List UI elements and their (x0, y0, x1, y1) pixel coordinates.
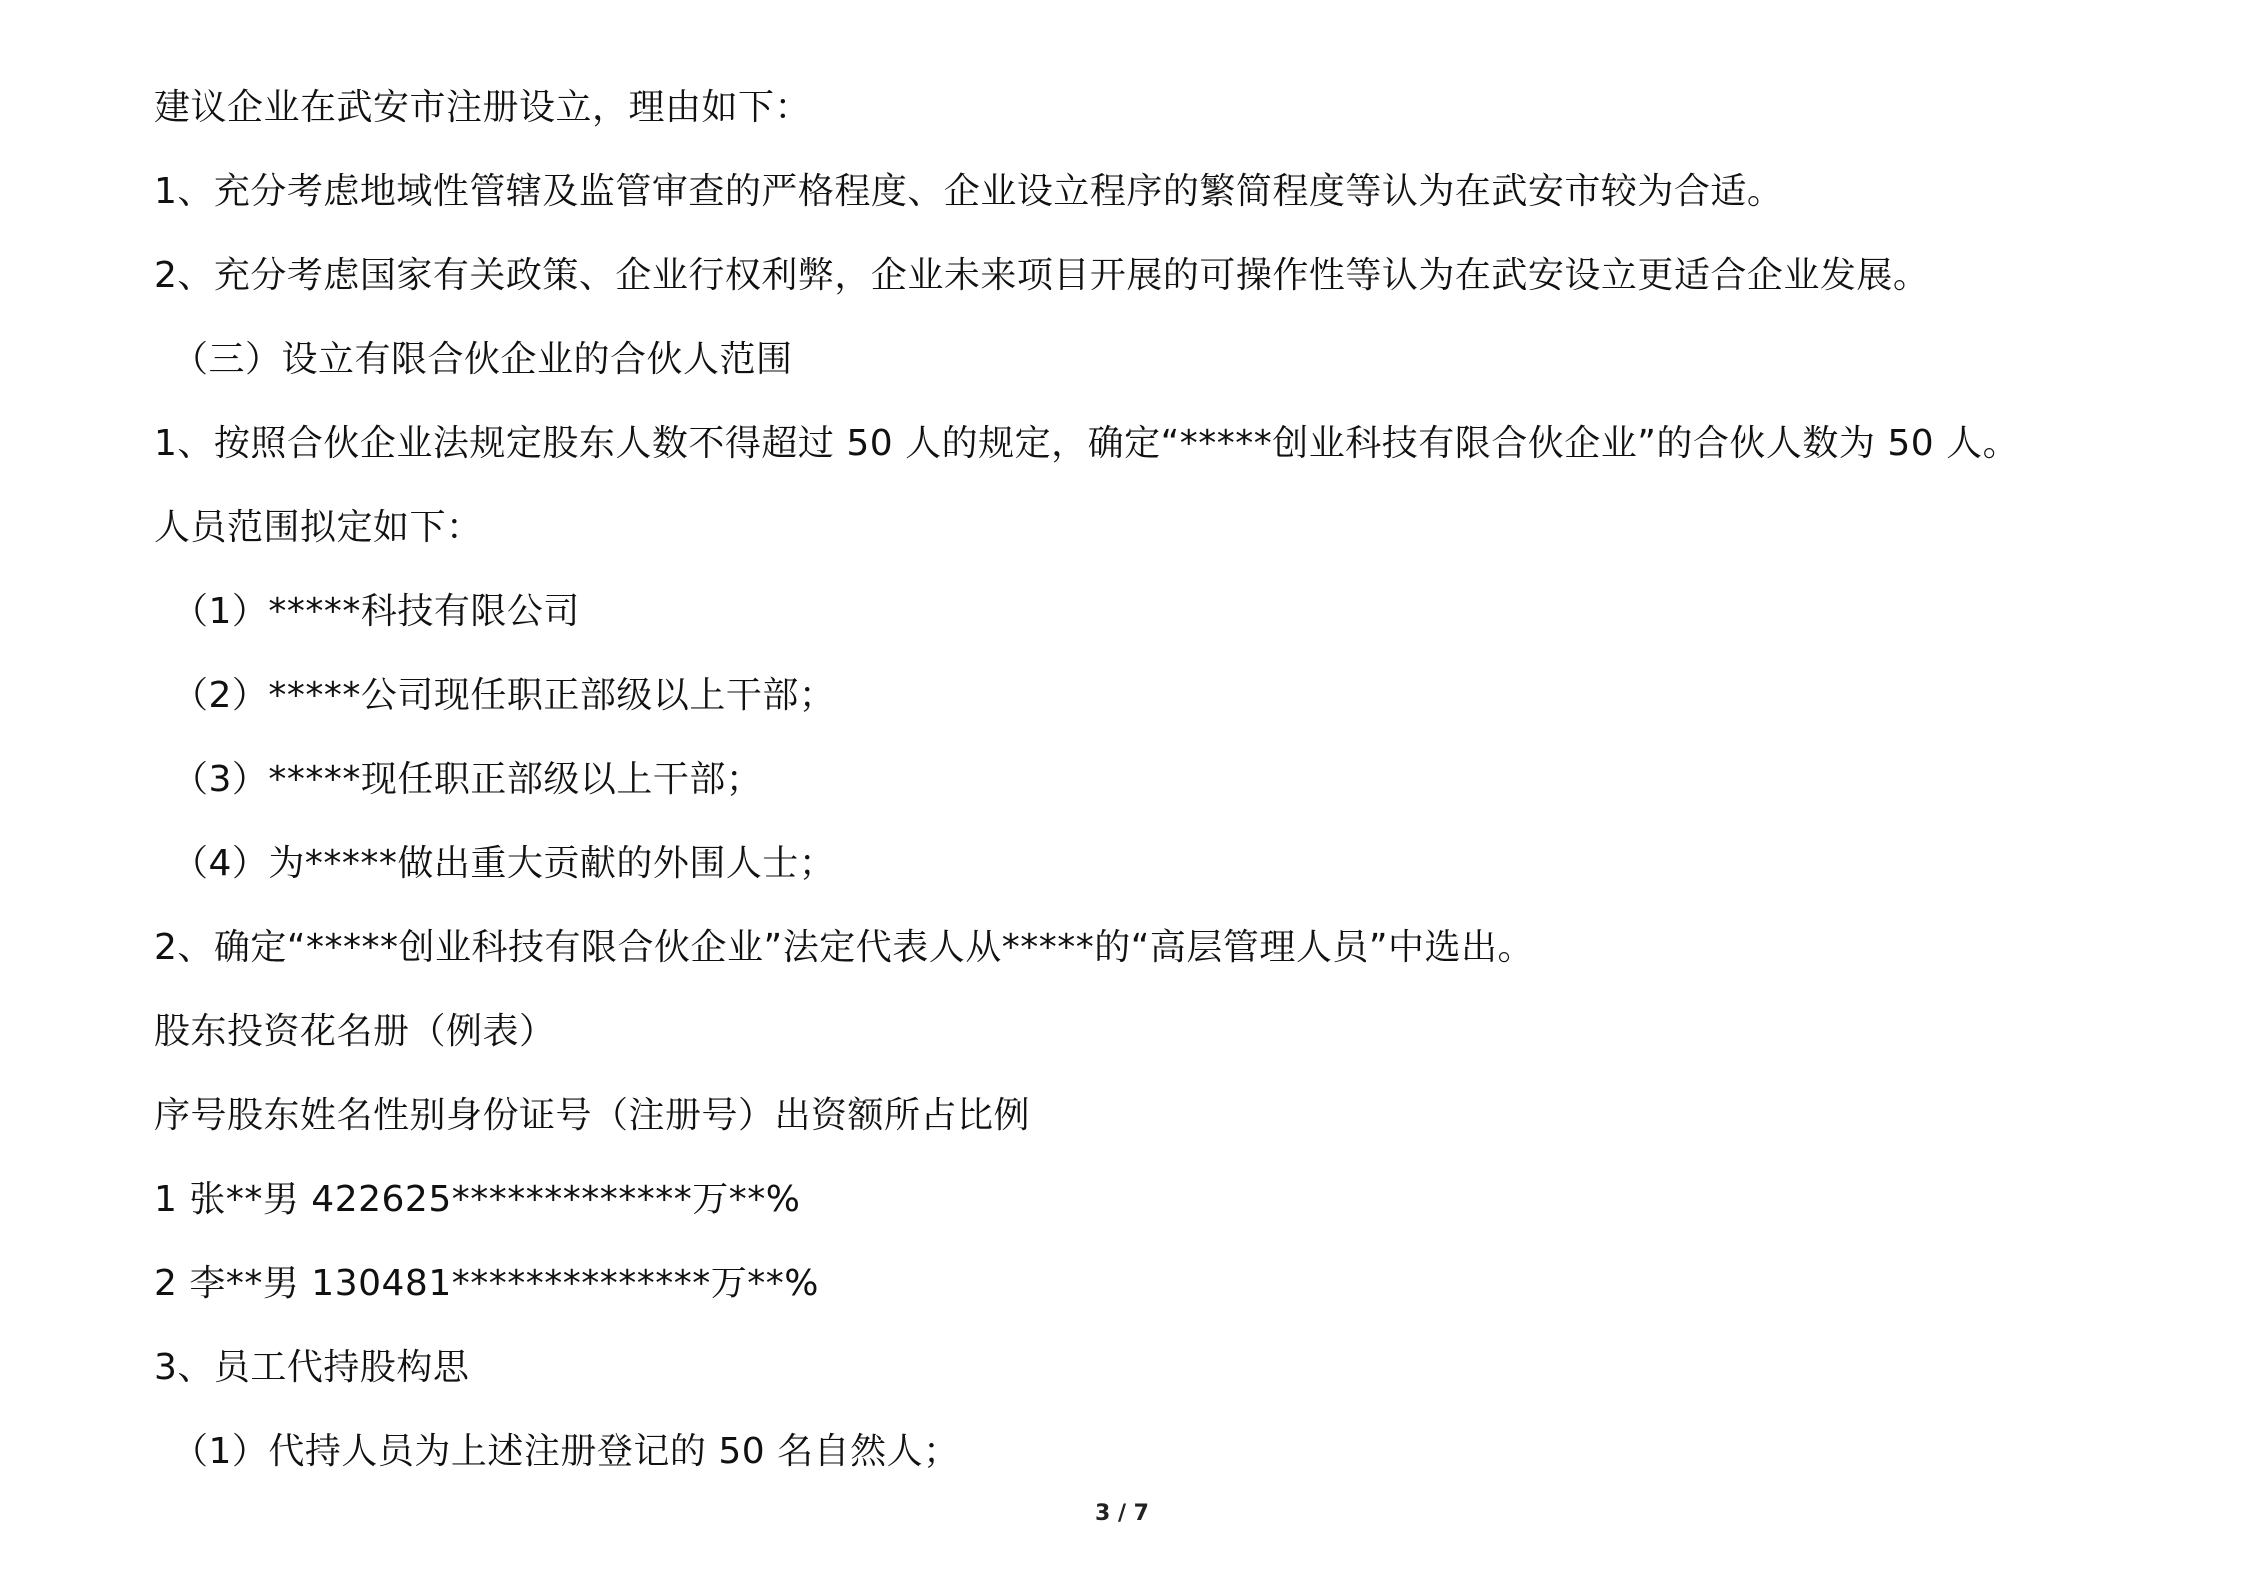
section-heading-employee-shares: 3、员工代持股构思 (154, 1347, 470, 1388)
roster-title: 股东投资花名册（例表） (154, 1011, 556, 1052)
list-item-2: （2）*****公司现任职正部级以上干部； (172, 675, 836, 716)
text-line-reason-2: 2、充分考虑国家有关政策、企业行权利弊，企业未来项目开展的可操作性等认为在武安设立更适合企业发展。 (154, 255, 1930, 296)
text-line-reason-1: 1、充分考虑地域性管辖及监管审查的严格程度、企业设立程序的繁简程度等认为在武安市较为合适。 (154, 171, 1784, 212)
text-line-legal-representative: 2、确定“*****创业科技有限合伙企业”法定代表人从*****的“高层管理人员”中选出。 (154, 927, 1535, 968)
list-item-3: （3）*****现任职正部级以上干部； (172, 759, 763, 800)
list-item-1: （1）*****科技有限公司 (172, 591, 580, 632)
roster-row-1: 1 张**男 422625*************万**% (154, 1179, 801, 1220)
section-heading-partner-scope: （三）设立有限合伙企业的合伙人范围 (172, 339, 793, 380)
text-line-intro: 建议企业在武安市注册设立，理由如下： (154, 87, 812, 128)
page-indicator: 3 / 7 (1095, 1501, 1149, 1526)
roster-header: 序号股东姓名性别身份证号（注册号）出资额所占比例 (154, 1095, 1031, 1136)
list-item-employee-1: （1）代持人员为上述注册登记的 50 名自然人； (172, 1431, 960, 1472)
roster-row-2: 2 李**男 130481**************万**% (154, 1263, 819, 1304)
text-line-partner-count: 1、按照合伙企业法规定股东人数不得超过 50 人的规定，确定“*****创业科技有限合伙企业”的合伙人数为 50 人。 (154, 423, 2020, 464)
list-item-4: （4）为*****做出重大贡献的外围人士； (172, 843, 836, 884)
text-line-scope-intro: 人员范围拟定如下： (154, 507, 483, 548)
